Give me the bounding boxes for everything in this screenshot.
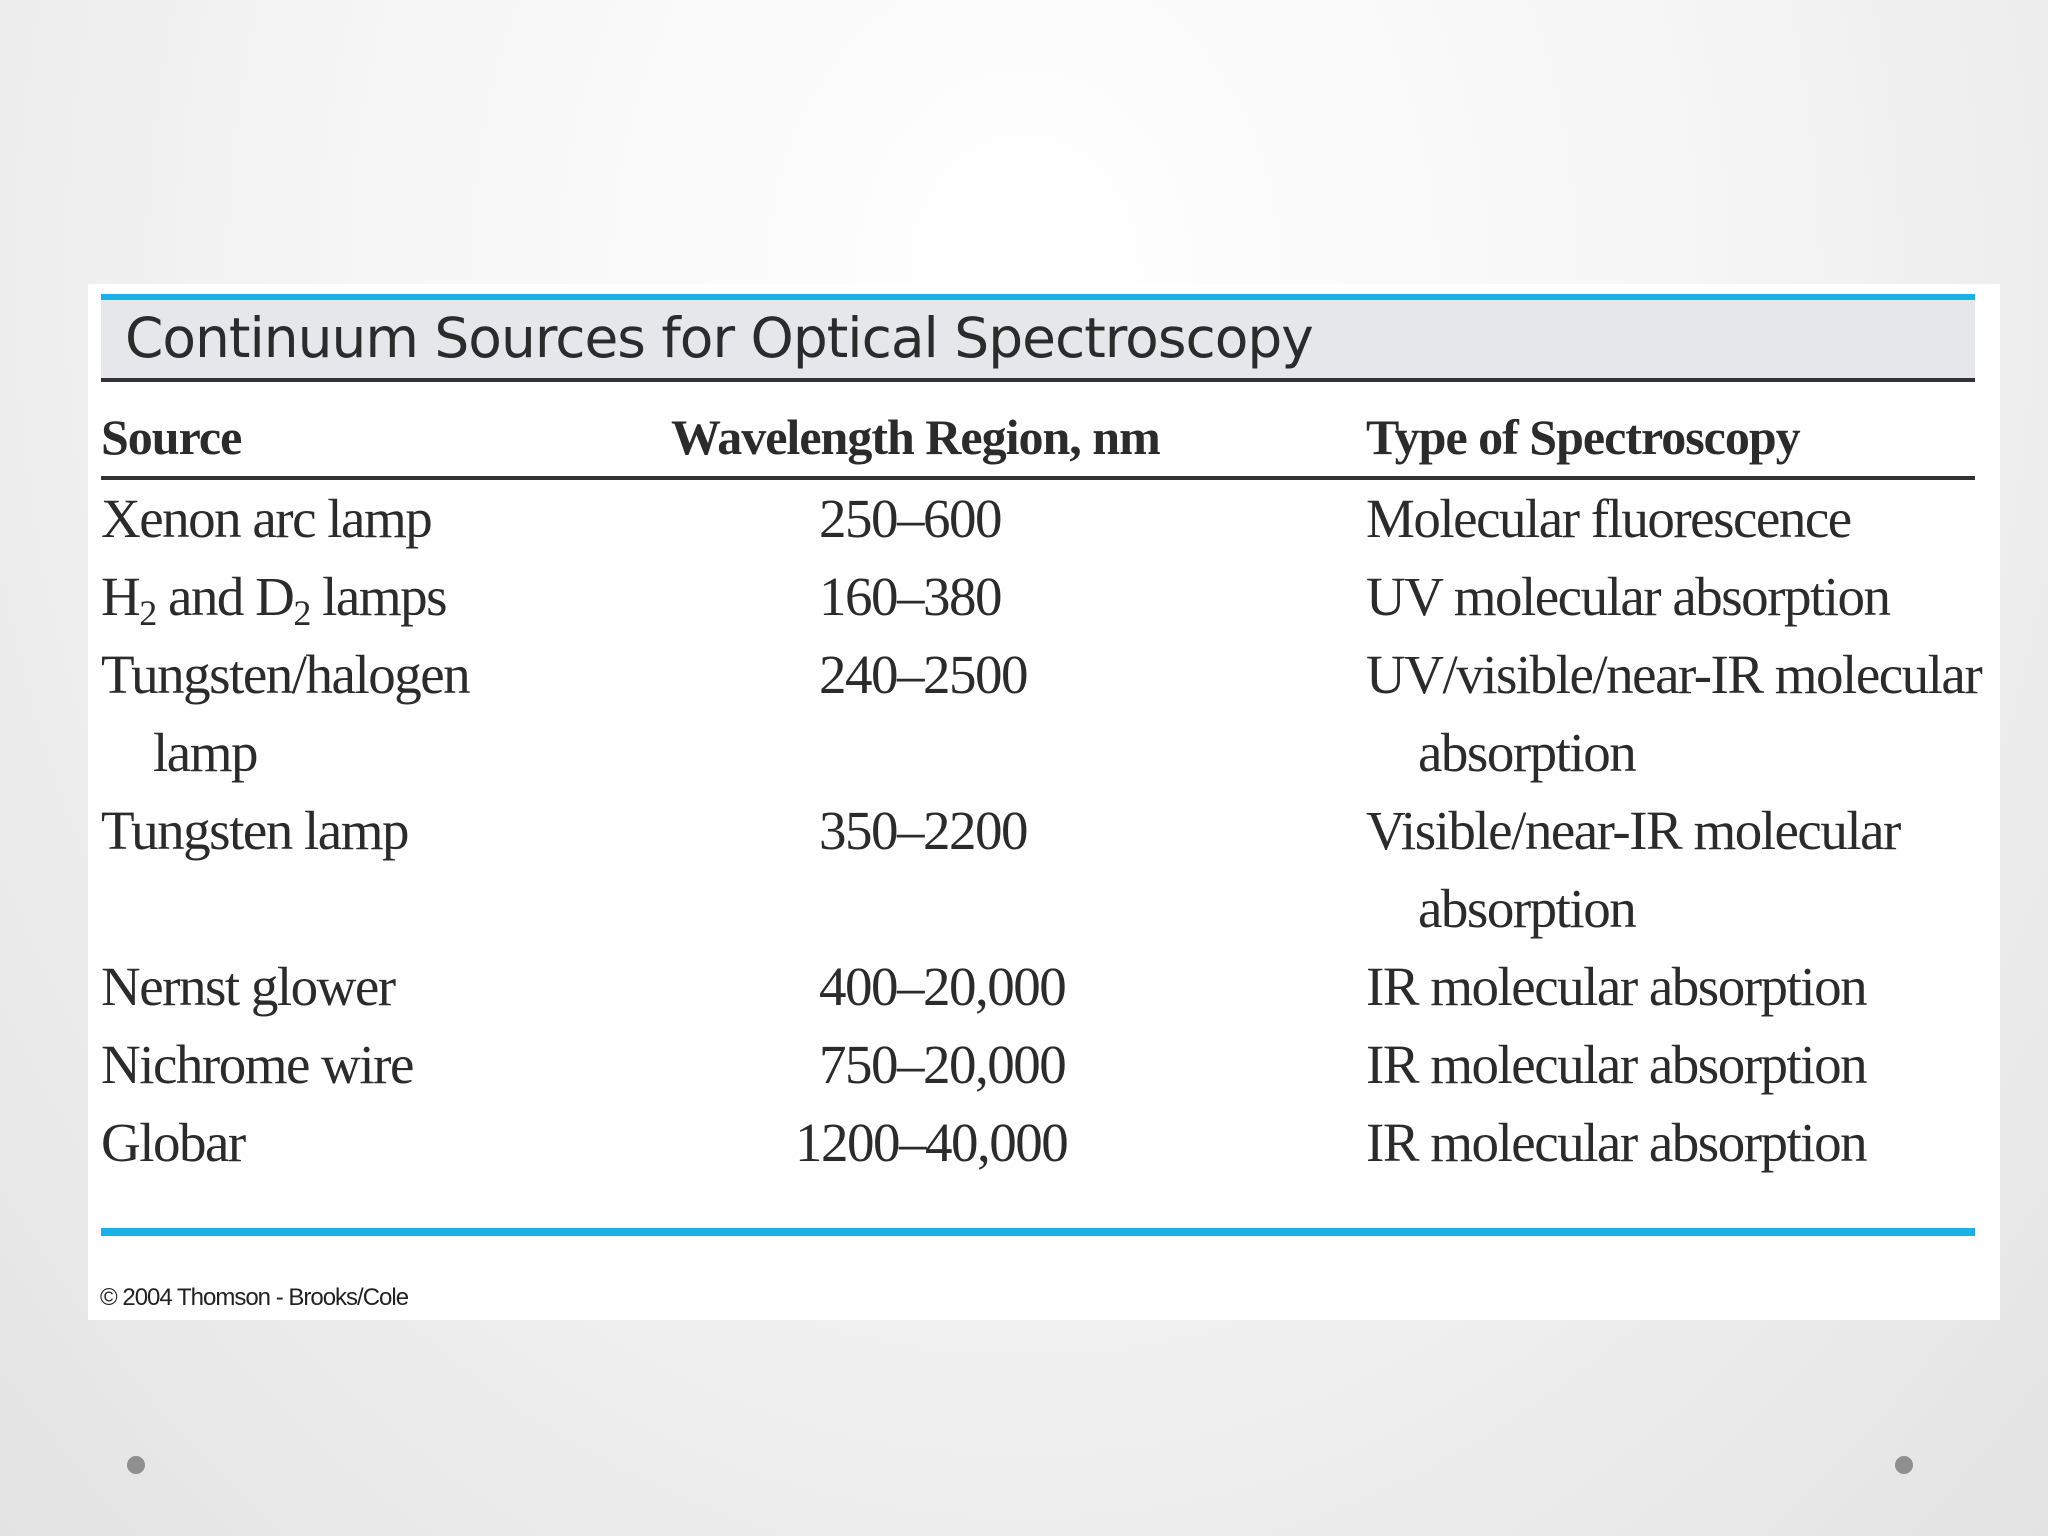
table-row <box>101 792 1975 948</box>
cell-wavelength: 400–20,000 <box>819 956 1066 1017</box>
subscript-2: 2 <box>293 593 310 633</box>
cell-wavelength: 160–380 <box>819 566 1001 627</box>
source-text: Globar <box>101 1112 245 1173</box>
source-text: Nernst glower <box>101 956 395 1017</box>
table-title: Continuum Sources for Optical Spectroscopy <box>125 306 1313 370</box>
cell-source <box>101 636 469 792</box>
type-text-continued: absorption <box>1418 878 1636 939</box>
cell-type: IR molecular absorption <box>1366 1112 1867 1173</box>
source-text-continued: lamp <box>153 722 257 783</box>
cell-source <box>101 1104 245 1182</box>
bottom-accent-rule <box>101 1228 1975 1236</box>
source-text: Tungsten/halogen <box>101 644 470 705</box>
header-source: Source <box>101 409 242 465</box>
cell-source <box>101 1026 413 1104</box>
cell-type: UV molecular absorption <box>1366 566 1890 627</box>
cell-source <box>101 948 395 1026</box>
table-body <box>101 480 1982 1182</box>
cell-source <box>101 792 408 870</box>
source-text-and-d: and D <box>155 566 294 627</box>
copyright-notice: © 2004 Thomson - Brooks/Cole <box>100 1284 409 1311</box>
table-row <box>101 480 1975 558</box>
header-type: Type of Spectroscopy <box>1366 409 1800 465</box>
slide-bullet-dot-right <box>1895 1456 1913 1474</box>
cell-type <box>1366 636 1981 792</box>
cell-wavelength: 1200–40,000 <box>795 1112 1068 1173</box>
cell-wavelength: 350–2200 <box>819 800 1027 861</box>
header-wavelength: Wavelength Region, nm <box>671 409 1160 465</box>
source-text-h: H <box>101 566 140 627</box>
cell-source <box>101 480 431 558</box>
type-text: UV/visible/near-IR molecular <box>1366 644 1982 705</box>
table-figure <box>88 284 2000 1320</box>
source-text: Nichrome wire <box>101 1034 413 1095</box>
source-text-lamps: lamps <box>309 566 447 627</box>
table-header-row <box>101 382 1975 480</box>
subscript-2: 2 <box>139 593 156 633</box>
source-text: Xenon arc lamp <box>101 488 432 549</box>
type-text-continued: absorption <box>1418 722 1636 783</box>
cell-type <box>1366 792 1900 948</box>
table-row <box>101 558 1975 636</box>
table-title-band <box>101 300 1975 382</box>
source-text: Tungsten lamp <box>101 800 408 861</box>
table-row <box>101 1026 1975 1104</box>
table-row <box>101 1104 1975 1182</box>
cell-type: IR molecular absorption <box>1366 1034 1867 1095</box>
cell-wavelength: 240–2500 <box>819 644 1027 705</box>
type-text: Visible/near-IR molecular <box>1366 800 1900 861</box>
table-row <box>101 636 1982 792</box>
cell-wavelength: 250–600 <box>819 488 1001 549</box>
table-row <box>101 948 1975 1026</box>
slide-bullet-dot-left <box>127 1456 145 1474</box>
cell-type: IR molecular absorption <box>1366 956 1867 1017</box>
cell-wavelength: 750–20,000 <box>819 1034 1066 1095</box>
cell-type: Molecular fluorescence <box>1366 488 1851 549</box>
